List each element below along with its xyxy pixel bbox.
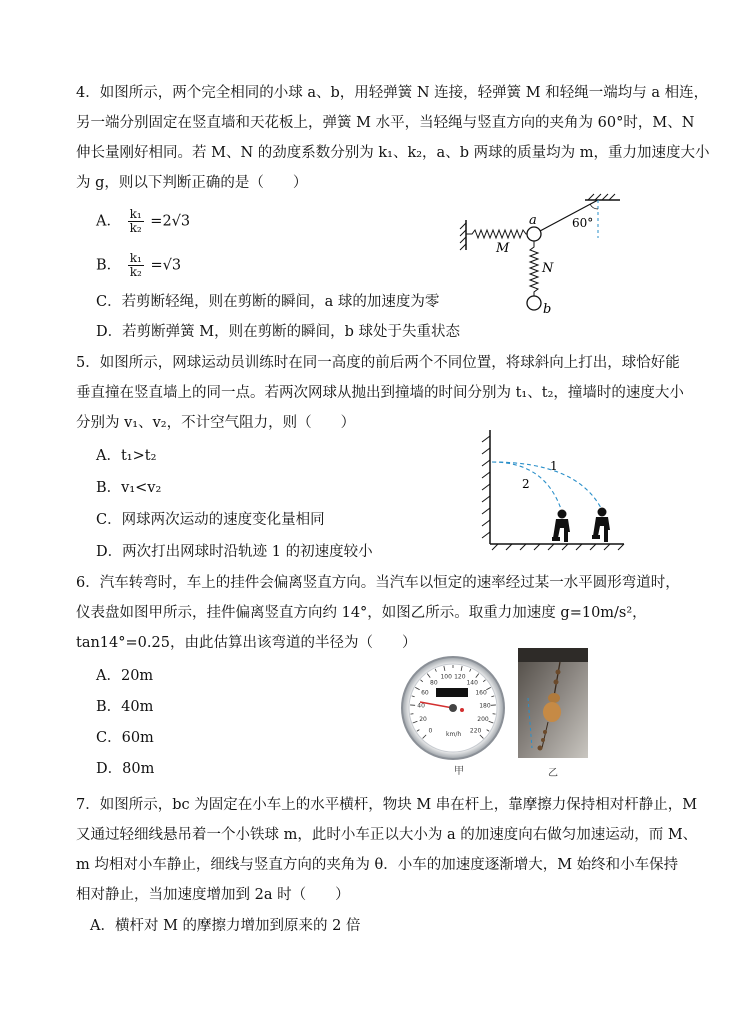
q6-caption-jia: 甲 (454, 766, 464, 777)
q5-trajectory-1-label: 1 (550, 459, 558, 473)
q5-tennis-diagram (478, 428, 628, 550)
q5-player-near-icon (552, 510, 570, 543)
q4-option-a[interactable]: A． $\frac{\text{k₁}}{\text{k₂}}$ =2√3 (96, 207, 191, 235)
q6-option-b[interactable]: B．40m (96, 699, 154, 715)
q4-label-a: a (529, 213, 537, 228)
q4-option-c[interactable]: C．若剪断轻绳，则在剪断的瞬间，a 球的加速度为零 (96, 294, 440, 310)
q6-line-2: 仪表盘如图甲所示，挂件偏离竖直方向约 14°，如图乙所示。取重力加速度 g=10m/s²， (76, 605, 647, 621)
speedometer-tick-label: 40 (417, 702, 425, 710)
speedometer-tick-label: 140 (466, 679, 478, 687)
q7-line-4: 相对静止，当加速度增加到 2a 时（ ） (76, 887, 350, 903)
q7-line-1: 7．如图所示，bc 为固定在小车上的水平横杆，物块 M 串在杆上，靠摩擦力保持相对杆静止，M (76, 797, 698, 813)
speedometer-tick-label: 200 (477, 716, 489, 724)
speedometer-tick-label: 220 (469, 727, 482, 735)
q5-option-b[interactable]: B．v₁<v₂ (96, 480, 162, 496)
q6-pendant-photo (518, 648, 588, 758)
q5-line-2: 垂直撞在竖直墙上的同一点。若两次网球从抛出到撞墙的时间分别为 t₁、t₂，撞墙时的速度大小 (76, 385, 684, 401)
q6-line-1: 6．汽车转弯时，车上的挂件会偏离竖直方向。当汽车以恒定的速率经过某一水平圆形弯道时， (76, 575, 680, 591)
q5-player-far-icon (592, 508, 610, 543)
q4-spring-diagram (460, 190, 630, 320)
q5-line-3: 分别为 v₁、v₂，不计空气阻力，则（ ） (76, 415, 356, 431)
q4-label-m: M (496, 241, 510, 256)
speedometer-tick-label: 20 (419, 716, 427, 724)
speedometer-tick-label: 180 (479, 702, 491, 710)
q5-option-c[interactable]: C．网球两次运动的速度变化量相同 (96, 512, 325, 528)
q6-caption-yi: 乙 (548, 768, 558, 779)
q5-trajectory-2-label: 2 (522, 477, 530, 491)
q4-label-n: N (542, 261, 554, 276)
speedometer-tick-label: 0 (428, 727, 433, 735)
q4-line-2: 另一端分别固定在竖直墙和天花板上，弹簧 M 水平，当轻绳与竖直方向的夹角为 60°时，M、N (76, 115, 695, 131)
q7-line-3: m 均相对小车静止，细线与竖直方向的夹角为 θ．小车的加速度逐渐增大，M 始终和小车保持 (76, 857, 679, 873)
speedometer-tick-label: 160 (475, 689, 487, 697)
q4-line-4: 为 g，则以下判断正确的是（ ） (76, 175, 308, 191)
q4-option-b[interactable]: B． $\frac{\text{k₁}}{\text{k₂}}$ =√3 (96, 251, 182, 279)
q6-option-c[interactable]: C．60m (96, 730, 154, 746)
q6-option-d[interactable]: D．80m (96, 761, 155, 777)
q4-label-b: b (543, 302, 552, 317)
q5-option-d[interactable]: D．两次打出网球时沿轨迹 1 的初速度较小 (96, 544, 373, 560)
speedometer-tick-label: 120 (454, 673, 466, 681)
q4-option-b-fraction: $\frac{\text{k₁}}{\text{k₂}}$ (129, 251, 142, 279)
q5-line-1: 5．如图所示，网球运动员训练时在同一高度的前后两个不同位置，将球斜向上打出，球恰好能 (76, 355, 680, 371)
speedometer-tick-label: 60 (421, 689, 429, 697)
q6-speedometer (398, 656, 508, 762)
q4-line-1: 4．如图所示，两个完全相同的小球 a、b，用轻弹簧 N 连接，轻弹簧 M 和轻绳一端均与 a 相连， (76, 85, 709, 101)
q6-option-a[interactable]: A．20m (96, 668, 154, 684)
q5-option-a[interactable]: A．t₁>t₂ (96, 448, 157, 464)
speedometer-tick-label: 100 (440, 673, 452, 681)
q4-option-a-fraction: $\frac{\text{k₁}}{\text{k₂}}$ (129, 207, 142, 235)
q7-line-2: 又通过轻细线悬吊着一个小铁球 m，此时小车正以大小为 a 的加速度向右做匀加速运动，而 M、 (76, 827, 698, 843)
q4-option-d[interactable]: D．若剪断弹簧 M，则在剪断的瞬间，b 球处于失重状态 (96, 324, 460, 340)
q6-speed-unit: km/h (446, 731, 462, 738)
q4-angle-label: 60° (572, 216, 594, 230)
q6-line-3: tan14°=0.25，由此估算出该弯道的半径为（ ） (76, 635, 417, 651)
speedometer-tick-label: 80 (430, 679, 438, 687)
q4-line-3: 伸长量刚好相同。若 M、N 的劲度系数分别为 k₁、k₂，a、b 两球的质量均为 m，重力加速度大小 (76, 145, 710, 161)
q7-option-a[interactable]: A．横杆对 M 的摩擦力增加到原来的 2 倍 (90, 918, 361, 934)
